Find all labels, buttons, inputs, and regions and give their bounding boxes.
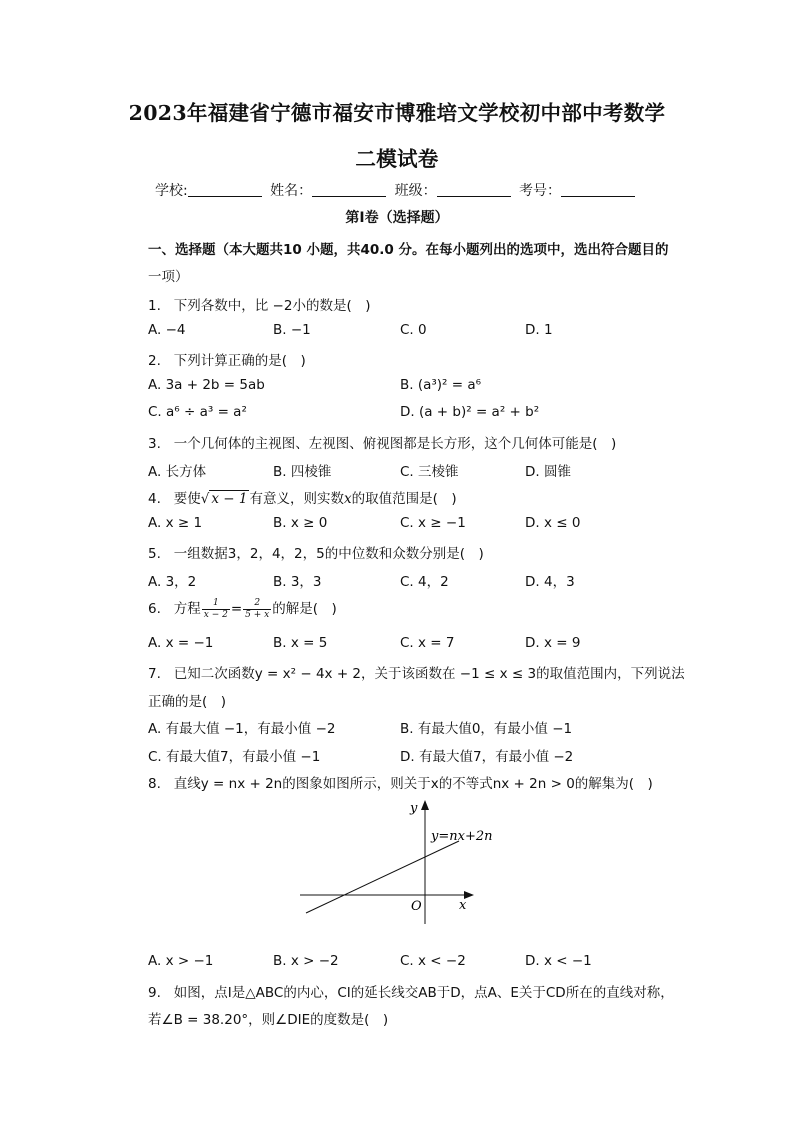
exam-title-line1: 2023年福建省宁德市福安市博雅培文学校初中部中考数学: [128, 101, 666, 125]
q7-stem-line1: [148, 662, 685, 682]
q3-option-a: A. 长方体: [148, 464, 207, 480]
q5-number: 5.: [148, 546, 161, 562]
q6-stem: [148, 597, 337, 621]
q3-stem: [148, 432, 616, 452]
q2-number: 2.: [148, 353, 161, 369]
q4-stem: [148, 487, 457, 507]
y-axis-label: y: [410, 801, 418, 816]
q7-option-b: B. 有最大值0，有最小值 −1: [400, 721, 573, 737]
q6-equals: =: [230, 601, 243, 617]
q1-option-a: A. −4: [148, 322, 186, 338]
q2-stem: [148, 349, 306, 369]
school-label: 学校:: [154, 183, 188, 199]
q1-option-d: D. 1: [525, 322, 553, 338]
q4-text-mid: 有意义，则实数: [249, 491, 344, 507]
exam-number-label: 考号：: [519, 183, 562, 199]
q8-option-d: D. x < −1: [525, 953, 592, 969]
q6-fraction-right: $\frac{2}{5 + x}$: [245, 597, 270, 620]
line-equation-label: y=nx+2n: [431, 829, 493, 844]
q9-stem-line2: 若∠B = 38.20°，则∠DIE的度数是( ): [148, 1012, 389, 1028]
section-title: 第Ⅰ卷（选择题）: [345, 210, 449, 226]
q6-option-a: A. x = −1: [148, 635, 214, 651]
q7-text: 已知二次函数y = x² − 4x + 2，关于该函数在 −1 ≤ x ≤ 3的取值范围内，下列说法: [173, 666, 685, 682]
part1-heading-line1: 一、选择题（本大题共10 小题，共40.0 分。在每小题列出的选项中，选出符合题目的: [148, 242, 669, 258]
part1-heading-line2: 一项）: [148, 269, 189, 285]
q2-text: 下列计算正确的是( ): [173, 353, 306, 369]
q6-text-pre: 方程: [173, 601, 201, 617]
school-blank[interactable]: [188, 182, 262, 197]
q2-option-d: D. (a + b)² = a² + b²: [400, 404, 540, 420]
q7-stem-line2: 正确的是( ): [148, 694, 227, 710]
q3-number: 3.: [148, 436, 161, 452]
q3-text: 一个几何体的主视图、左视图、俯视图都是长方形，这个几何体可能是( ): [173, 436, 617, 452]
origin-label: O: [411, 899, 422, 914]
q9-text: 如图，点I是△ABC的内心，CI的延长线交AB于D，点A、E关于CD所在的直线对称，: [173, 985, 674, 1001]
q5-option-a: A. 3，2: [148, 574, 197, 590]
q7-option-d: D. 有最大值7，有最小值 −2: [400, 749, 574, 765]
q7-number: 7.: [148, 666, 161, 682]
q8-number: 8.: [148, 776, 161, 792]
q2-option-b: B. (a³)² = a⁶: [400, 377, 482, 393]
q7-option-a: A. 有最大值 −1，有最小值 −2: [148, 721, 336, 737]
q6-fraction-left: $\frac{1}{x - 2}$: [203, 597, 228, 620]
student-info-row: [0, 180, 794, 200]
q5-text: 一组数据3，2，4，2，5的中位数和众数分别是( ): [173, 546, 484, 562]
q3-option-d: D. 圆锥: [525, 464, 571, 480]
q9-stem-line1: [148, 981, 674, 1001]
class-blank[interactable]: [437, 182, 511, 197]
q4-option-b: B. x ≥ 0: [273, 515, 328, 531]
name-label: 姓名：: [270, 183, 313, 199]
q6-option-b: B. x = 5: [273, 635, 328, 651]
q4-radicand: x − 1: [211, 491, 248, 507]
q5-stem: [148, 542, 484, 562]
q4-variable: x: [343, 491, 352, 507]
q7-option-c: C. 有最大值7，有最小值 −1: [148, 749, 321, 765]
class-label: 班级：: [394, 183, 437, 199]
x-axis-label: x: [459, 898, 467, 913]
q3-option-b: B. 四棱锥: [273, 464, 332, 480]
q1-option-b: B. −1: [273, 322, 311, 338]
q4-text-post: 的取值范围是( ): [351, 491, 457, 507]
q3-option-c: C. 三棱锥: [400, 464, 459, 480]
q8-text: 直线y = nx + 2n的图象如图所示，则关于x的不等式nx + 2n > 0的解集为( ): [173, 776, 653, 792]
exam-title-line2: 二模试卷: [355, 147, 439, 171]
q1-number: 1.: [148, 298, 161, 314]
q8-option-b: B. x > −2: [273, 953, 339, 969]
q6-option-d: D. x = 9: [525, 635, 581, 651]
q4-option-d: D. x ≤ 0: [525, 515, 581, 531]
name-blank[interactable]: [312, 182, 386, 197]
radical-sign-icon: √: [200, 491, 210, 507]
q2-option-c: C. a⁶ ÷ a³ = a²: [148, 404, 247, 420]
q8-option-c: C. x < −2: [400, 953, 466, 969]
q4-option-a: A. x ≥ 1: [148, 515, 203, 531]
q8-option-a: A. x > −1: [148, 953, 214, 969]
q8-graph-figure: [296, 796, 496, 926]
q2-option-a: A. 3a + 2b = 5ab: [148, 377, 265, 393]
q1-text: 下列各数中，比 −2小的数是( ): [173, 298, 371, 314]
q8-stem: [148, 772, 653, 792]
graph-line: [306, 841, 459, 913]
q4-text-pre: 要使: [173, 491, 201, 507]
exam-number-blank[interactable]: [561, 182, 635, 197]
y-axis-arrow-icon: [421, 800, 429, 810]
q5-option-d: D. 4，3: [525, 574, 575, 590]
q6-option-c: C. x = 7: [400, 635, 455, 651]
q6-text-post: 的解是( ): [272, 601, 337, 617]
q5-option-b: B. 3，3: [273, 574, 322, 590]
q9-number: 9.: [148, 985, 161, 1001]
q6-number: 6.: [148, 601, 161, 617]
q1-option-c: C. 0: [400, 322, 427, 338]
q4-number: 4.: [148, 491, 161, 507]
q4-option-c: C. x ≥ −1: [400, 515, 466, 531]
q5-option-c: C. 4，2: [400, 574, 449, 590]
q1-stem: [148, 294, 371, 314]
